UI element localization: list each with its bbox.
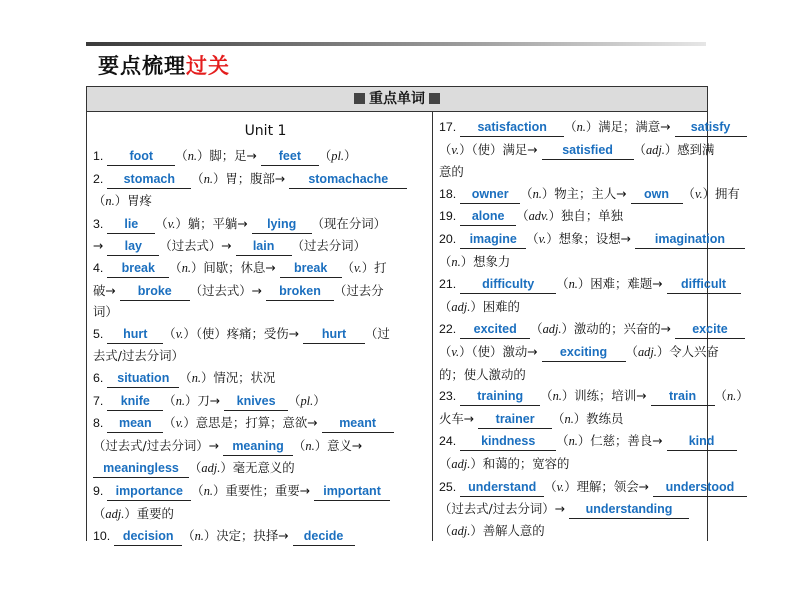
answer-blank: lay (107, 239, 159, 256)
list-item-continuation: （n.）胃疼 (93, 193, 152, 209)
answer-blank: mean (107, 416, 163, 433)
answer-blank: stomach (107, 172, 191, 189)
answer-blank: satisfy (675, 120, 747, 137)
answer-blank: difficult (667, 277, 741, 294)
list-item: 3. lie （v.）躺；平躺→ lying （现在分词） (93, 213, 438, 236)
answer-blank: train (651, 389, 715, 406)
answer-blank: meant (322, 416, 394, 433)
list-item: 25. understand （v.）理解；领会→ understood (439, 476, 713, 499)
list-item: 23. training （n.）训练；培训→ train （n.） (439, 385, 713, 408)
answer-blank: kindness (460, 434, 556, 451)
page-title-highlight: 过关 (186, 54, 230, 78)
list-item: 18. owner （n.）物主；主人→ own （v.）拥有 (439, 183, 713, 206)
page-title: 要点梳理过关 (98, 54, 230, 78)
answer-blank: imagination (635, 232, 745, 249)
list-item-continuation: 去式/过去分词） (93, 348, 184, 364)
vocab-panel (86, 86, 749, 544)
list-item-continuation: （v.）（使）激动→ exciting （adj.）令人兴奋 (439, 341, 713, 364)
answer-blank: meaning (223, 439, 293, 456)
answer-blank: lain (236, 239, 292, 256)
list-item: 4. break （n.）间歇；休息→ break （v.）打 (93, 257, 438, 280)
answer-blank: situation (107, 371, 179, 388)
list-item: 2. stomach （n.）胃；腹部→ stomachache (93, 168, 438, 191)
answer-blank: importance (107, 484, 191, 501)
list-item: 1. foot （n.）脚；足→ feet （pl.） (93, 145, 438, 168)
list-item-continuation: meaningless （adj.）毫无意义的 (93, 457, 438, 480)
answer-blank: foot (107, 149, 175, 166)
list-item-continuation: （adj.）重要的 (93, 505, 174, 521)
list-item: 21. difficulty （n.）困难；难题→ difficult (439, 273, 713, 296)
list-item: 5. hurt （v.）（使）疼痛；受伤→ hurt （过 (93, 323, 438, 346)
unit-title: Unit 1 (244, 123, 287, 139)
list-item-continuation: → lay （过去式）→ lain （过去分词） (93, 235, 438, 257)
answer-blank: own (631, 187, 683, 204)
list-item-continuation: （v.）（使）满足→ satisfied （adj.）感到满 (439, 139, 713, 162)
answer-blank: decide (293, 529, 355, 546)
answer-blank: understood (653, 480, 747, 497)
list-item: 8. mean （v.）意思是；打算；意欲→ meant (93, 412, 438, 435)
answer-blank: decision (114, 529, 182, 546)
answer-blank: training (460, 389, 540, 406)
left-column (87, 112, 438, 544)
list-item-continuation: 词） (93, 304, 118, 320)
square-bullet-icon (429, 93, 440, 104)
list-item: 20. imagine （v.）想象；设想→ imagination (439, 228, 713, 251)
answer-blank: kind (667, 434, 737, 451)
list-item: 7. knife （n.）刀→ knives （pl.） (93, 390, 438, 413)
list-item-continuation: 意的 (439, 164, 464, 180)
list-item: 6. situation （n.）情况；状况 (93, 367, 438, 390)
list-item: 10. decision （n.）决定；抉择→ decide (93, 525, 438, 548)
answer-blank: lying (252, 217, 312, 234)
answer-blank: broke (120, 284, 190, 301)
answer-blank: imagine (460, 232, 526, 249)
answer-blank: hurt (107, 327, 163, 344)
answer-blank: meaningless (93, 461, 189, 478)
answer-blank: broken (266, 284, 334, 301)
answer-blank: excite (675, 322, 745, 339)
answer-blank: lie (107, 217, 155, 234)
answer-blank: hurt (303, 327, 365, 344)
answer-blank: difficulty (460, 277, 556, 294)
answer-blank: important (314, 484, 390, 501)
answer-blank: satisfied (542, 143, 634, 160)
answer-blank: break (107, 261, 169, 278)
list-item-continuation: 破→ broke （过去式）→ broken （过去分 (93, 280, 438, 302)
list-item: 22. excited （adj.）激动的；兴奋的→ excite (439, 318, 713, 341)
list-item-continuation: （n.）想象力 (439, 253, 511, 269)
list-item: 17. satisfaction （n.）满足；满意→ satisfy (439, 116, 713, 139)
list-item-continuation: 火车→ trainer （n.）教练员 (439, 408, 713, 431)
title-rule (86, 42, 706, 46)
answer-blank: alone (460, 209, 516, 226)
right-column (432, 112, 749, 541)
answer-blank: excited (460, 322, 530, 339)
list-item-continuation: （adj.）善解人意的 (439, 522, 545, 538)
answer-blank: feet (261, 149, 319, 166)
answer-blank: trainer (478, 412, 552, 429)
square-bullet-icon (354, 93, 365, 104)
answer-blank: break (280, 261, 342, 278)
list-item-continuation: 的；使人激动的 (439, 366, 526, 382)
list-item: 9. importance （n.）重要性；重要→ important (93, 480, 438, 503)
answer-blank: stomachache (289, 172, 407, 189)
section-header: 重点单词 (87, 87, 707, 112)
list-item-continuation: （adj.）困难的 (439, 298, 520, 314)
list-item-continuation: （过去式/过去分词）→ understanding (439, 498, 713, 520)
answer-blank: understand (460, 480, 544, 497)
answer-blank: satisfaction (460, 120, 564, 137)
answer-blank: knife (107, 394, 163, 411)
list-item: 19. alone （adv.）独自；单独 (439, 205, 713, 228)
list-item-continuation: （过去式/过去分词）→ meaning （n.）意义→ (93, 435, 438, 458)
answer-blank: exciting (542, 345, 626, 362)
list-item-continuation: （adj.）和蔼的；宽容的 (439, 455, 570, 471)
answer-blank: knives (224, 394, 288, 411)
list-item: 24. kindness （n.）仁慈；善良→ kind (439, 430, 713, 453)
answer-blank: understanding (569, 502, 689, 519)
answer-blank: owner (460, 187, 520, 204)
